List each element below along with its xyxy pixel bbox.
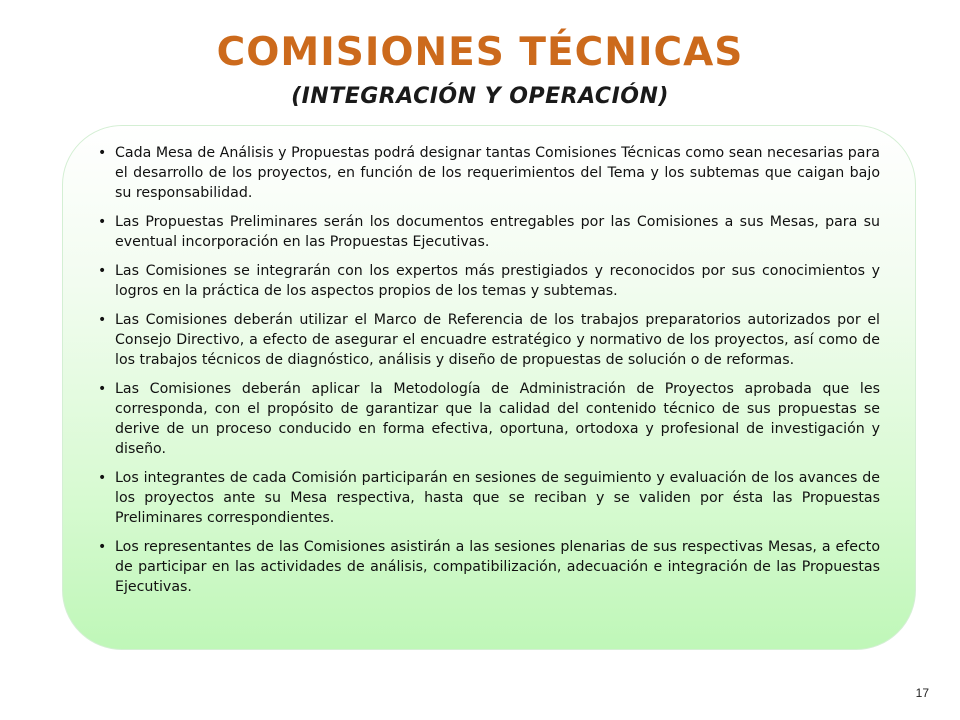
slide-title: COMISIONES TÉCNICAS: [216, 30, 744, 75]
bullet-icon: •: [98, 470, 107, 486]
bullet-item: [98, 537, 880, 597]
bullet-item: [98, 143, 880, 203]
bullet-icon: •: [98, 381, 107, 397]
bullet-list: [98, 143, 880, 606]
bullet-text: Las Comisiones deberán aplicar la Metodología de Administración de Proyectos aprobada que les corresponda, con el propósito de garantizar que la calidad del contenido técnico de sus propuestas se derive de un proceso conducido en forma efectiva, oportuna, ortodoxa y profesional de investigación y diseño.: [115, 381, 880, 457]
bullet-icon: •: [98, 312, 107, 328]
bullet-item: [98, 310, 880, 370]
bullet-text: Los integrantes de cada Comisión participarán en sesiones de seguimiento y evaluación de los avances de los proyectos ante su Mesa respectiva, hasta que se reciban y se validen por ésta las Propuestas Preliminares correspondientes.: [115, 470, 880, 526]
bullet-text: Las Comisiones deberán utilizar el Marco de Referencia de los trabajos preparatorios autorizados por el Consejo Directivo, a efecto de asegurar el encuadre estratégico y normativo de los proyectos, así como de los trabajos técnicos de diagnóstico, análisis y diseño de propuestas de solución o de reformas.: [115, 312, 880, 368]
slide-subtitle: (INTEGRACIÓN Y OPERACIÓN): [291, 84, 669, 109]
bullet-item: [98, 379, 880, 459]
bullet-item: [98, 261, 880, 301]
bullet-item: [98, 468, 880, 528]
bullet-text: Cada Mesa de Análisis y Propuestas podrá designar tantas Comisiones Técnicas como sean necesarias para el desarrollo de los proyectos, en función de los requerimientos del Tema y los subtemas que caigan bajo su responsabilidad.: [115, 145, 880, 201]
bullet-icon: •: [98, 145, 107, 161]
bullet-text: Los representantes de las Comisiones asistirán a las sesiones plenarias de sus respectivas Mesas, a efecto de participar en las actividades de análisis, compatibilización, adecuación e integración de las Propuestas Ejecutivas.: [115, 539, 880, 595]
bullet-icon: •: [98, 214, 107, 230]
bullet-text: Las Propuestas Preliminares serán los documentos entregables por las Comisiones a sus Mesas, para su eventual incorporación en las Propuestas Ejecutivas.: [115, 214, 880, 250]
bullet-icon: •: [98, 263, 107, 279]
bullet-text: Las Comisiones se integrarán con los expertos más prestigiados y reconocidos por sus conocimientos y logros en la práctica de los aspectos propios de los temas y subtemas.: [115, 263, 880, 299]
page-number: 17: [915, 686, 929, 700]
bullet-item: [98, 212, 880, 252]
bullet-icon: •: [98, 539, 107, 555]
